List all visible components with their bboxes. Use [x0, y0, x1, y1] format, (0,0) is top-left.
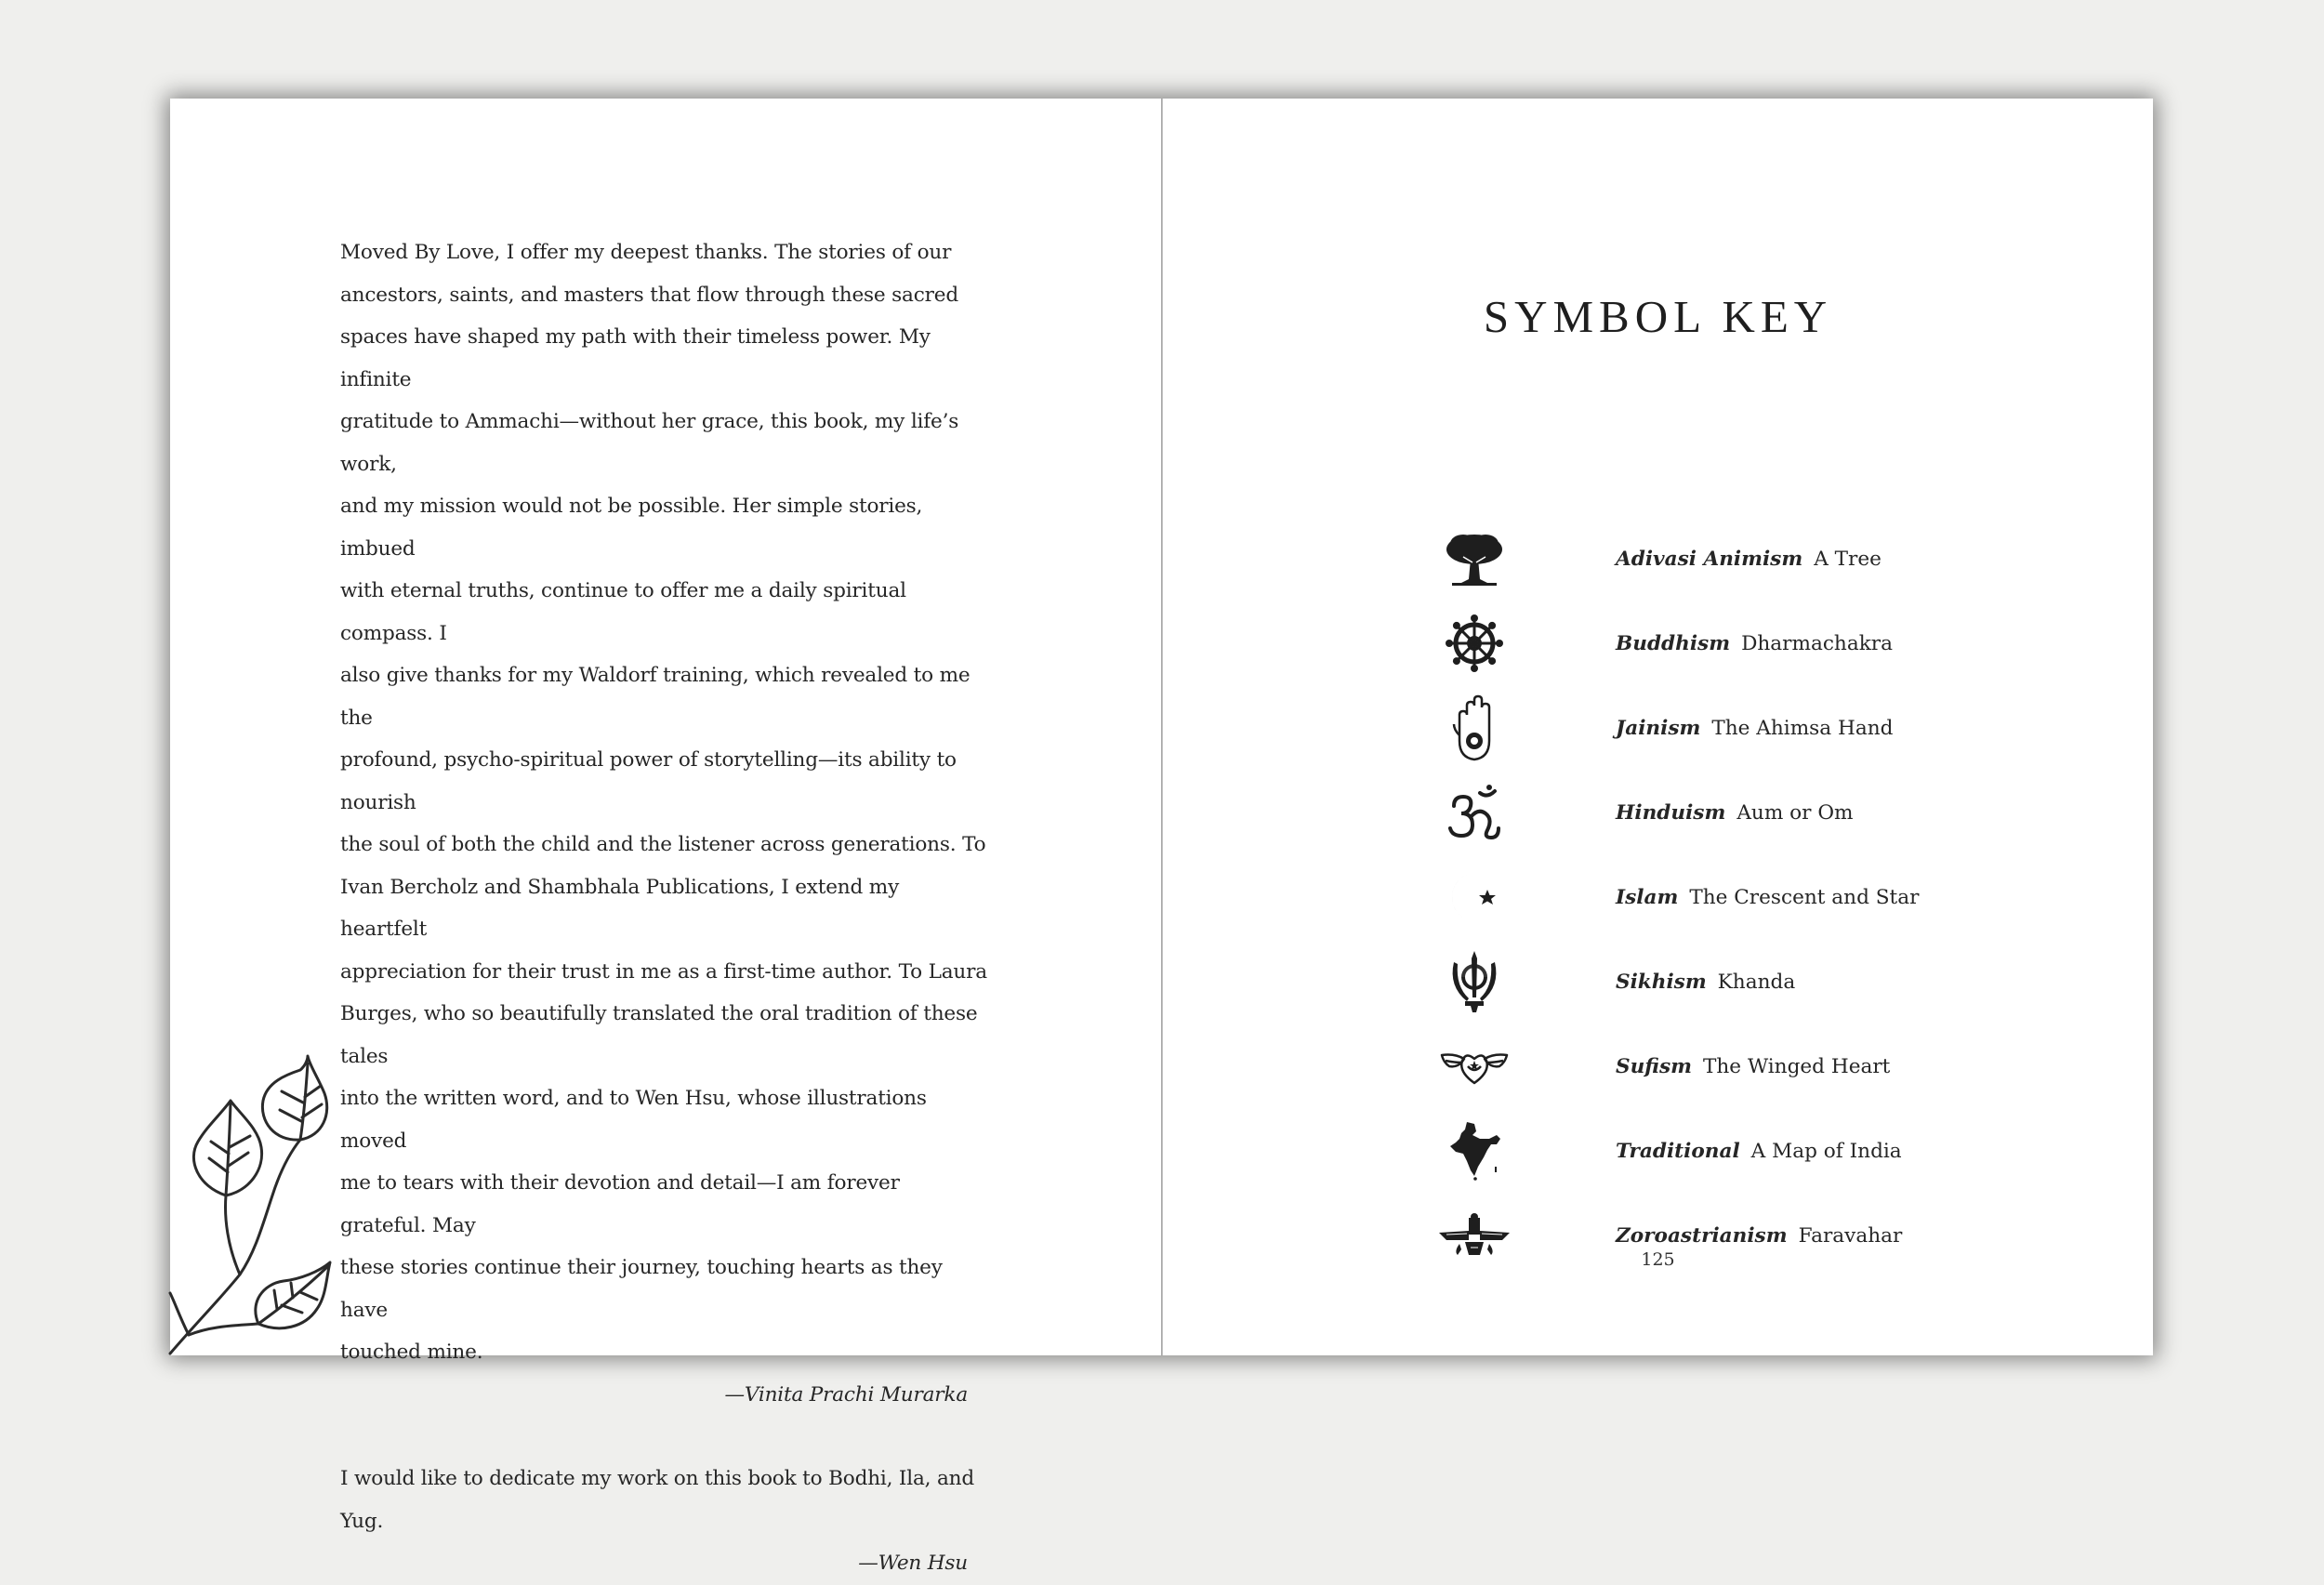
symbol-religion: Zoroastrianism — [1616, 1223, 1788, 1248]
symbol-religion: Sikhism — [1616, 970, 1707, 994]
page-number: 125 — [1641, 1249, 1675, 1270]
ack-line: Burges, who so beautifully translated the oral tradition of these tales — [340, 1002, 978, 1068]
symbol-name: The Crescent and Star — [1689, 885, 1920, 909]
ack-line: profound, psycho-spiritual power of storytelling—its ability to nourish — [340, 748, 957, 814]
ack-line: Ivan Bercholz and Shambhala Publications, I extend my heartfelt — [340, 875, 900, 941]
page-title: SYMBOL KEY — [1483, 291, 1833, 342]
ack-line: appreciation for their trust in me as a first-time author. To Laura — [340, 959, 987, 984]
winged-heart-icon — [1442, 1034, 1507, 1099]
symbol-name: The Ahimsa Hand — [1711, 716, 1894, 740]
dharmachakra-icon — [1442, 611, 1507, 676]
crescent-star-icon — [1442, 865, 1507, 930]
symbol-religion: Islam — [1616, 885, 1679, 909]
symbol-row — [1163, 1034, 2153, 1099]
symbol-name: Aum or Om — [1736, 800, 1854, 825]
symbol-name: Khanda — [1717, 970, 1796, 994]
ack-line: spaces have shaped my path with their timeless power. My infinite — [340, 325, 931, 391]
ack-line: and my mission would not be possible. Her simple stories, imbued — [340, 495, 923, 561]
symbol-religion: Adivasi Animism — [1616, 547, 1803, 571]
ack-line: gratitude to Ammachi—without her grace, this book, my life’s work, — [340, 410, 959, 476]
ack-line: me to tears with their devotion and detail—I am forever grateful. May — [340, 1171, 900, 1237]
symbol-religion: Buddhism — [1616, 631, 1731, 655]
symbol-name: The Winged Heart — [1703, 1054, 1891, 1078]
tree-icon — [1442, 526, 1507, 591]
symbol-row — [1163, 611, 2153, 676]
acknowledgements — [340, 231, 991, 1585]
symbol-row — [1163, 780, 2153, 845]
ack-line: Moved By Love, I offer my deepest thanks. The stories of our — [340, 241, 952, 264]
symbol-row — [1163, 695, 2153, 760]
ahimsa-hand-icon — [1442, 695, 1507, 760]
dedication-signature: —Wen Hsu — [858, 1552, 968, 1575]
ack-line: these stories continue their journey, touching hearts as they have — [340, 1256, 943, 1322]
book-spread — [170, 99, 2153, 1575]
symbol-row — [1163, 1118, 2153, 1183]
symbol-row — [1163, 949, 2153, 1014]
ack-line: the soul of both the child and the listener across generations. To — [340, 833, 986, 856]
ack-line: with eternal truths, continue to offer me a daily spiritual compass. I — [340, 579, 906, 645]
acknowledgement-signature: —Vinita Prachi Murarka — [724, 1382, 968, 1407]
ack-line: also give thanks for my Waldorf training, which revealed to me the — [340, 664, 971, 730]
symbol-name: Dharmachakra — [1741, 631, 1893, 655]
symbol-row — [1163, 865, 2153, 930]
symbol-religion: Hinduism — [1616, 800, 1726, 825]
left-page — [170, 99, 1162, 1575]
right-page — [1163, 99, 2153, 1355]
symbol-religion: Sufism — [1616, 1054, 1692, 1078]
dedication-text: I would like to dedicate my work on this book to Bodhi, Ila, and Yug. — [340, 1467, 974, 1533]
symbol-name: A Tree — [1814, 547, 1882, 571]
om-icon — [1442, 780, 1507, 845]
ack-line: touched mine. — [340, 1341, 483, 1364]
symbol-religion: Jainism — [1616, 716, 1701, 740]
ack-line: ancestors, saints, and masters that flow through these sacred — [340, 283, 958, 307]
symbol-name: A Map of India — [1750, 1139, 1902, 1163]
symbol-name: Faravahar — [1798, 1223, 1903, 1248]
leaf-branch-illustration — [170, 1056, 337, 1363]
ack-line: into the written word, and to Wen Hsu, whose illustrations moved — [340, 1087, 927, 1153]
khanda-icon — [1442, 949, 1507, 1014]
india-map-icon — [1442, 1118, 1507, 1183]
symbol-religion: Traditional — [1616, 1139, 1740, 1163]
symbol-row — [1163, 526, 2153, 591]
